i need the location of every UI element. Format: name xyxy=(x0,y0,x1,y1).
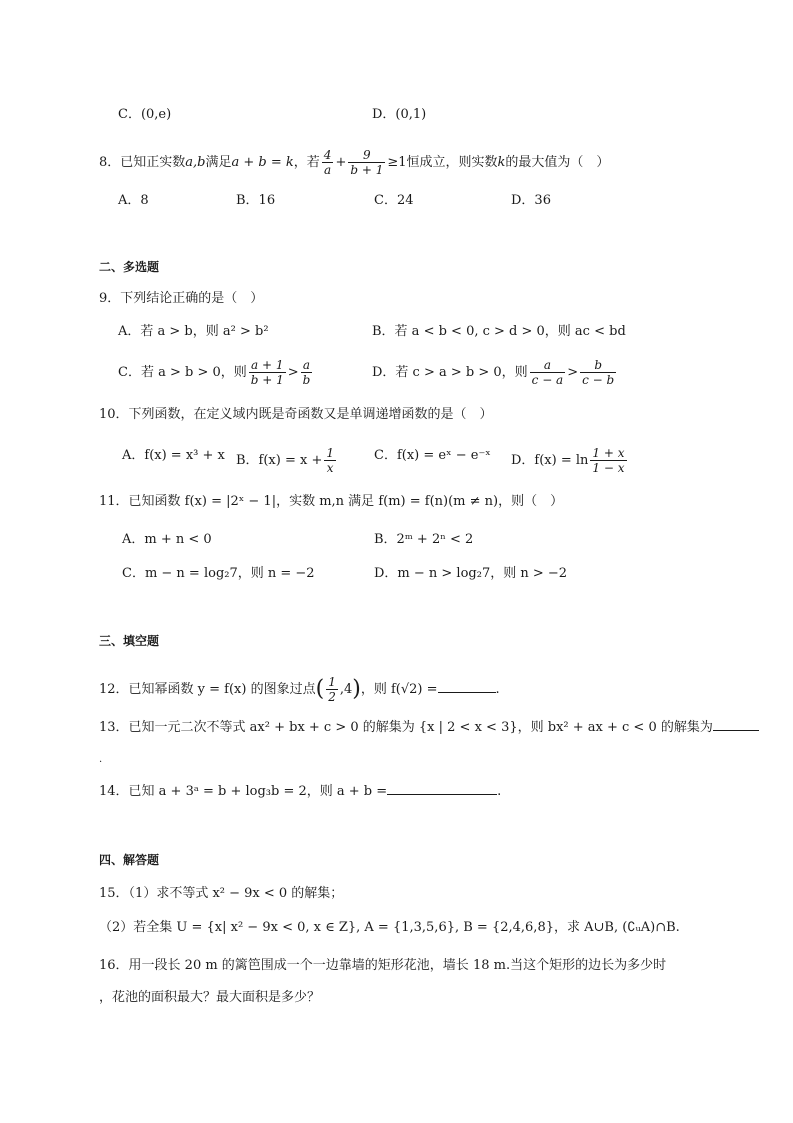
question-16-line-2: ，花池的面积最大？最大面积是多少？ xyxy=(99,990,321,1005)
question-8-stem: 8．已知正实数a,b满足a + b = k，若 $\frac{4}{a}$ + $\frac{9}{b + 1}$ ≥1恒成立，则实数k的最大值为（ ） xyxy=(99,148,610,177)
answer-blank xyxy=(713,718,759,731)
q11-option-b: B．2ᵐ + 2ⁿ < 2 xyxy=(374,532,474,547)
fraction: $\frac{1 + x}{1 - x}$ xyxy=(592,446,625,475)
answer-blank xyxy=(438,680,496,693)
q8-option-b: B．16 xyxy=(236,193,276,208)
fraction: $\frac{1}{2}$ xyxy=(328,675,336,704)
q8-option-d: D．36 xyxy=(511,193,551,208)
q10-option-d: D．f(x) = ln $\frac{1 + x}{1 - x}$ xyxy=(511,446,625,475)
fraction: $\frac{a}{b}$ xyxy=(302,358,311,387)
question-14: 14．已知 a + 3ᵃ = b + log₃b = 2，则 a + b = . xyxy=(99,784,502,799)
question-11-stem: 11．已知函数 f(x) = |2ˣ − 1|，实数 m,n 满足 f(m) = f(n)(m ≠ n)，则（ ） xyxy=(99,494,564,509)
fraction: $\frac{b}{c - b}$ xyxy=(582,358,615,387)
q8-option-a: A．8 xyxy=(118,193,149,208)
section-heading-fill-blank: 三、填空题 xyxy=(99,634,160,648)
q9-option-a: A．若 a > b，则 a² > b² xyxy=(118,324,269,339)
question-12: 12．已知幂函数 y = f(x) 的图象过点( $\frac{1}{2}$ ,4)，则 f(√2) = . xyxy=(99,675,500,704)
q7-option-c: C．(0,e) xyxy=(118,107,172,122)
section-heading-answer: 四、解答题 xyxy=(99,853,160,867)
q8-option-c: C．24 xyxy=(374,193,414,208)
q9-option-d: D．若 c > a > b > 0，则 $\frac{a}{c - a}$ > $\frac{b}{c - b}$ xyxy=(372,358,615,387)
answer-blank xyxy=(387,782,497,795)
fraction: $\frac{1}{x}$ xyxy=(326,446,334,475)
fraction: $\frac{a + 1}{b + 1}$ xyxy=(250,358,284,387)
fraction: $\frac{a}{c - a}$ xyxy=(531,358,564,387)
fraction: $\frac{4}{a}$ xyxy=(323,148,332,177)
question-10-stem: 10．下列函数，在定义域内既是奇函数又是单调递增函数的是（ ） xyxy=(99,407,493,422)
question-13: 13．已知一元二次不等式 ax² + bx + c > 0 的解集为 {x | 2 < x < 3}，则 bx² + ax + c < 0 的解集为 xyxy=(99,718,759,738)
q10-option-c: C．f(x) = eˣ − e⁻ˣ xyxy=(374,448,491,463)
q11-option-d: D．m − n > log₂7，则 n > −2 xyxy=(374,566,568,581)
question-15-part-2: （2）若全集 U = {x| x² − 9x < 0, x ∈ Z}, A = {1,3,5,6}, B = {2,4,6,8}，求 A∪B, (∁ᵤA)∩B. xyxy=(99,920,680,935)
q10-option-b: B．f(x) = x + $\frac{1}{x}$ xyxy=(236,446,334,475)
question-9-stem: 9．下列结论正确的是（ ） xyxy=(99,291,264,306)
q10-option-a: A．f(x) = x³ + x xyxy=(122,448,225,463)
fraction: $\frac{9}{b + 1}$ xyxy=(350,148,384,177)
q7-option-d: D．(0,1) xyxy=(372,107,427,122)
q9-option-b: B．若 a < b < 0, c > d > 0，则 ac < bd xyxy=(372,324,626,339)
question-16-line-1: 16．用一段长 20 m 的篱笆围成一个一边靠墙的矩形花池，墙长 18 m.当这个矩形的边长为多少时 xyxy=(99,958,667,973)
question-15-part-1: 15．（1）求不等式 x² − 9x < 0 的解集； xyxy=(99,886,344,901)
q11-option-c: C．m − n = log₂7，则 n = −2 xyxy=(122,566,315,581)
question-13-trailing-dot: . xyxy=(99,754,103,765)
section-heading-multi-choice: 二、多选题 xyxy=(99,260,160,274)
q11-option-a: A．m + n < 0 xyxy=(122,532,212,547)
q9-option-c: C．若 a > b > 0，则 $\frac{a + 1}{b + 1}$ > $\frac{a}{b}$ xyxy=(118,358,311,387)
